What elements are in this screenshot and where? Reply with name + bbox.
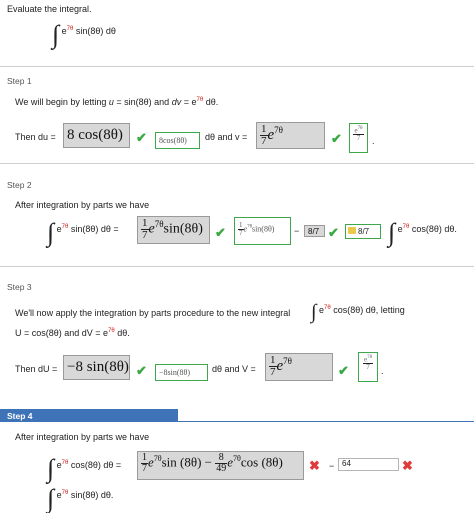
dU-answer-box[interactable]: −8 sin(8θ) (63, 355, 130, 380)
key-icon (348, 227, 356, 234)
divider (0, 66, 474, 67)
step2-label: Step 2 (7, 180, 32, 190)
den: 49 (216, 463, 227, 474)
coef-input[interactable]: 64 (338, 458, 399, 471)
exp: 7θ (367, 355, 372, 360)
intro-text: = (181, 97, 192, 107)
den: 7 (356, 134, 361, 143)
integral-symbol: ∫ (47, 484, 55, 513)
rhs-fn: cos(8θ) dθ. (411, 224, 457, 234)
num: e (354, 126, 358, 135)
exp: 7θ (154, 219, 164, 230)
tail-fn: sin(8θ) dθ. (70, 490, 114, 500)
step3-inline-integral: ∫ $e^{7\theta}$ cos(8θ) dθ, letting (311, 301, 405, 323)
problem-integral (52, 22, 116, 48)
den: 7 (261, 135, 267, 147)
minus-sign: − (294, 226, 300, 236)
text: dθ. (114, 328, 130, 338)
divider (0, 163, 474, 164)
step3-label: Step 3 (7, 282, 32, 292)
V-hint-box (358, 352, 378, 382)
exp: 7θ (274, 124, 283, 135)
du-hint-box: 8cos(8θ) (155, 132, 200, 149)
v-hint-box (349, 123, 368, 153)
integrand-fn: sin(8θ) dθ (75, 26, 116, 36)
step2-lhs: ∫ $e^{7\theta}$ sin(8θ) dθ = (47, 218, 119, 247)
step1-label: Step 1 (7, 76, 32, 86)
num: 1 (261, 123, 267, 135)
integral-symbol: ∫ (52, 20, 60, 49)
step3-text: We'll now apply the integration by parts procedure to the new integral (15, 308, 291, 318)
lhs-fn: sin(8θ) dθ (70, 224, 111, 234)
den: 7 (366, 363, 370, 372)
num: e (363, 355, 368, 364)
minus-sign: − (329, 461, 335, 471)
exp: 7θ (357, 126, 363, 131)
exp: 7θ (196, 97, 204, 103)
step2-rhs: ∫ $e^{7\theta}$ cos(8θ) dθ. (388, 218, 457, 247)
exp: 7θ (283, 355, 292, 366)
then-du-label: Then du = (15, 132, 56, 142)
intro-text: = sin(8θ) and (113, 97, 172, 107)
step1-intro: We will begin by letting u = sin(8θ) and dv = $e^{7\theta}$ dθ. (15, 97, 219, 107)
text: U = cos(8θ) and dV = e (15, 328, 109, 338)
den: 7 (142, 463, 147, 474)
num: 1 (142, 452, 147, 463)
den: 7 (270, 366, 276, 378)
dv-var: dv (171, 97, 182, 107)
exp: 7θ (108, 328, 115, 334)
step4-lhs: ∫ $e^{7\theta}$ cos(8θ) dθ = (47, 454, 122, 483)
step2-hint-box: $\frac{1}{7}$ $e^{7\theta}\sin(8\theta)$ (234, 217, 291, 245)
step4-tail: ∫ $e^{7\theta}$ sin(8θ) dθ. (47, 484, 114, 513)
check-icon: ✔ (331, 131, 342, 146)
coef-input[interactable]: 8/7 (304, 225, 325, 237)
integral-symbol: ∫ (47, 454, 55, 483)
fn: cos(8θ) dθ, (333, 305, 379, 315)
du-answer-box[interactable]: 8 cos(8θ) (63, 123, 130, 148)
step4-answer-box[interactable]: $\frac{1}{7}$ $e^{7\theta}\sin$ (8θ) − $\frac{8}{49}$ $e^{7\theta}\cos$ (8θ) (137, 451, 304, 480)
num: 8 (215, 453, 227, 464)
intro-text: dθ. (203, 97, 219, 107)
text: letting (380, 305, 405, 315)
exp: 7θ (153, 454, 162, 464)
step2-answer-box[interactable]: $\frac{1}{7}$ $e^{7\theta}\sin(8\theta)$ (137, 216, 210, 244)
dU-hint-box: −8sin(8θ) (155, 364, 208, 381)
step4-text: After integration by parts we have (15, 432, 150, 442)
u-var: u (108, 97, 114, 107)
integrand-base: e (61, 26, 67, 36)
fn: cos (8θ) (240, 454, 283, 470)
divider (0, 266, 474, 267)
integrand-exp: 7θ (66, 26, 74, 32)
check-icon: ✔ (338, 363, 349, 378)
coef-hint-box (345, 224, 381, 239)
wrong-icon: ✖ (402, 458, 413, 473)
check-icon: ✔ (328, 225, 339, 240)
wrong-icon: ✖ (309, 458, 320, 473)
lhs-fn: cos(8θ) dθ (70, 460, 114, 470)
exp: 7θ (233, 454, 241, 464)
num: 1 (270, 354, 276, 366)
step2-text: After integration by parts we have (15, 200, 150, 210)
integral-symbol: ∫ (388, 218, 396, 247)
hint-text: sin(8θ) (251, 224, 275, 234)
integral-symbol: ∫ (311, 301, 317, 323)
V-answer-box[interactable]: $\frac{1}{7}$ $e^{7\theta}$ (265, 353, 333, 381)
then-dU-label: Then dU = (15, 364, 58, 374)
v-fraction (260, 124, 268, 147)
dtheta-and-v: dθ and v = (205, 132, 248, 142)
integral-symbol: ∫ (47, 218, 55, 247)
check-icon: ✔ (215, 225, 226, 240)
fn: sin(8θ) (163, 221, 203, 237)
dtheta-and-V: dθ and V = (212, 364, 256, 374)
check-icon: ✔ (136, 130, 147, 145)
den: 7 (142, 229, 148, 241)
step3-U-line (15, 328, 130, 338)
problem-instruction: Evaluate the integral. (7, 4, 92, 14)
divider (0, 421, 474, 422)
fn: sin (8θ) − (161, 454, 213, 470)
v-answer-box[interactable]: $\frac{1}{7}$ $e^{7\theta}$ (256, 122, 325, 149)
intro-text: We will begin by letting (15, 97, 109, 107)
num: 1 (142, 217, 148, 229)
check-icon: ✔ (136, 363, 147, 378)
step4-label: Step 4 (7, 411, 33, 421)
coef-answer: 8/7 (358, 227, 370, 236)
